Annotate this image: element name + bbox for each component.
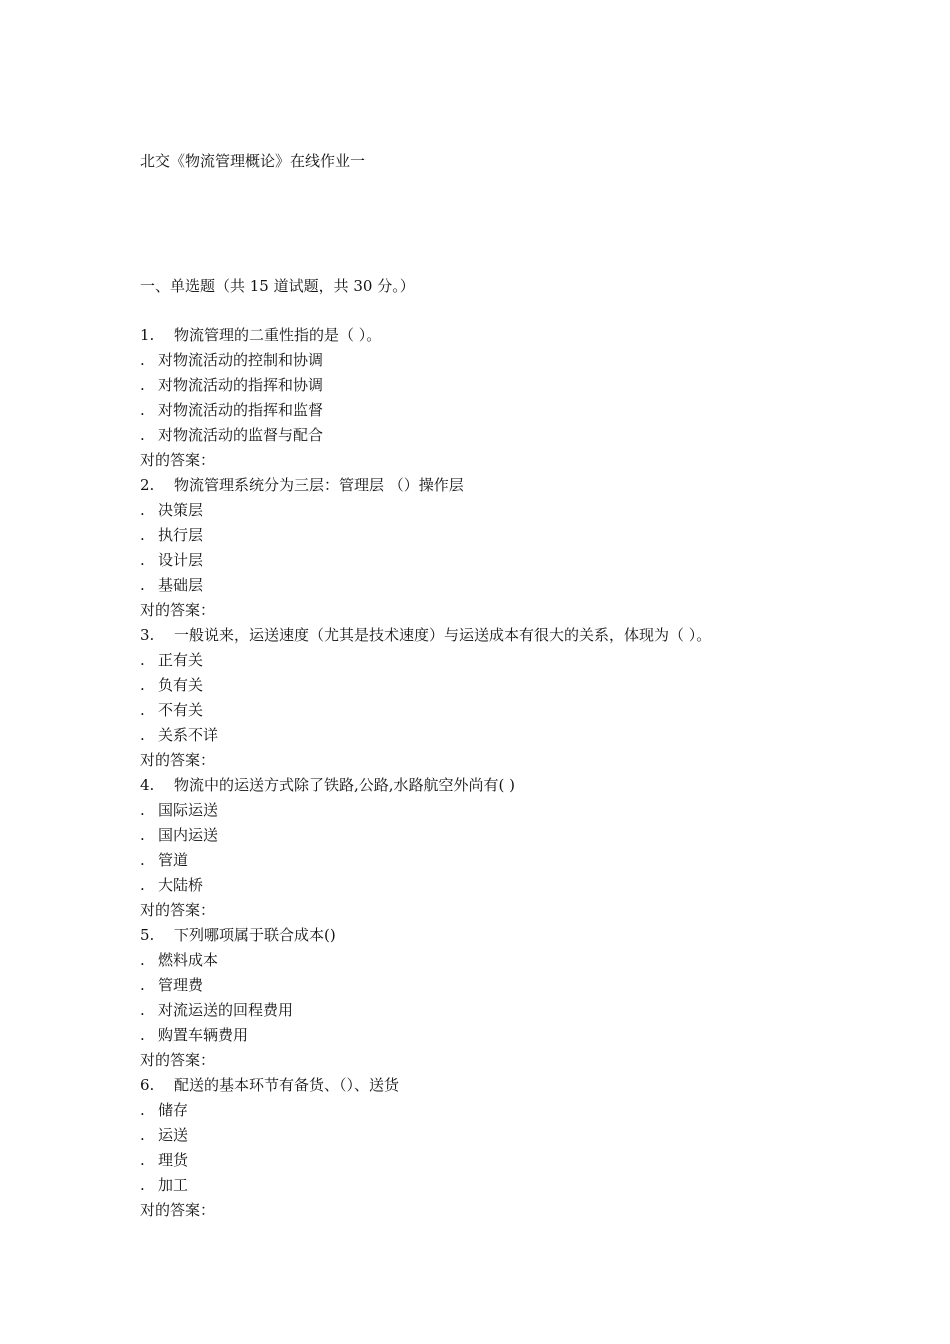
- option-marker: .: [140, 401, 145, 419]
- option-text: 正有关: [158, 651, 204, 669]
- option-text: 购置车辆费用: [158, 1026, 249, 1044]
- question-number: 4.: [140, 776, 155, 794]
- option-marker: .: [140, 701, 145, 719]
- question-6: [140, 1073, 900, 1223]
- option-d[interactable]: [140, 873, 900, 898]
- question-number: 6.: [140, 1076, 155, 1094]
- answer-label: 对的答案：: [140, 1051, 216, 1069]
- option-text: 对物流活动的指挥和监督: [158, 401, 324, 419]
- option-a[interactable]: [140, 798, 900, 823]
- question-1: [140, 323, 900, 473]
- question-number: 5.: [140, 926, 155, 944]
- option-b[interactable]: [140, 823, 900, 848]
- option-text: 燃料成本: [158, 951, 219, 969]
- option-marker: .: [140, 726, 145, 744]
- question-number: 2.: [140, 476, 155, 494]
- option-text: 管理费: [158, 976, 204, 994]
- option-c[interactable]: [140, 1148, 900, 1173]
- option-marker: .: [140, 1001, 145, 1019]
- option-marker: .: [140, 351, 145, 369]
- option-text: 对流运送的回程费用: [158, 1001, 294, 1019]
- option-c[interactable]: [140, 548, 900, 573]
- option-text: 大陆桥: [158, 876, 204, 894]
- option-b[interactable]: [140, 523, 900, 548]
- question-number: 3.: [140, 626, 155, 644]
- question-text: 配送的基本环节有备货、（）、送货: [174, 1076, 400, 1094]
- option-marker: .: [140, 1101, 145, 1119]
- option-d[interactable]: [140, 1023, 900, 1048]
- question-stem: [140, 323, 900, 348]
- question-stem: [140, 773, 900, 798]
- option-c[interactable]: [140, 698, 900, 723]
- option-b[interactable]: [140, 373, 900, 398]
- option-marker: .: [140, 426, 145, 444]
- option-text: 基础层: [158, 576, 204, 594]
- option-b[interactable]: [140, 973, 900, 998]
- option-text: 负有关: [158, 676, 204, 694]
- option-d[interactable]: [140, 1173, 900, 1198]
- page-title: 北交《物流管理概论》在线作业一: [140, 152, 366, 170]
- question-text: 物流中的运送方式除了铁路,公路,水路航空外尚有( ): [174, 776, 516, 794]
- option-marker: .: [140, 676, 145, 694]
- option-text: 对物流活动的控制和协调: [158, 351, 324, 369]
- question-stem: [140, 923, 900, 948]
- option-text: 设计层: [158, 551, 204, 569]
- option-text: 国内运送: [158, 826, 219, 844]
- option-text: 国际运送: [158, 801, 219, 819]
- question-5: [140, 923, 900, 1073]
- answer-label: 对的答案：: [140, 601, 216, 619]
- option-text: 不有关: [158, 701, 204, 719]
- question-number: 1.: [140, 326, 155, 344]
- question-text: 物流管理的二重性指的是（ ）。: [174, 326, 382, 344]
- option-marker: .: [140, 1026, 145, 1044]
- option-marker: .: [140, 1151, 145, 1169]
- option-marker: .: [140, 801, 145, 819]
- option-a[interactable]: [140, 348, 900, 373]
- option-marker: .: [140, 651, 145, 669]
- option-marker: .: [140, 951, 145, 969]
- option-text: 加工: [158, 1176, 189, 1194]
- question-text: 一般说来，运送速度（尤其是技术速度）与运送成本有很大的关系，体现为（ ）。: [174, 626, 712, 644]
- option-text: 管道: [158, 851, 189, 869]
- question-2: [140, 473, 900, 623]
- question-list: [140, 323, 900, 1223]
- option-text: 决策层: [158, 501, 204, 519]
- option-marker: .: [140, 876, 145, 894]
- option-a[interactable]: [140, 498, 900, 523]
- question-text: 物流管理系统分为三层：管理层 （）操作层: [174, 476, 464, 494]
- option-marker: .: [140, 851, 145, 869]
- option-b[interactable]: [140, 1123, 900, 1148]
- option-d[interactable]: [140, 573, 900, 598]
- option-a[interactable]: [140, 1098, 900, 1123]
- option-a[interactable]: [140, 648, 900, 673]
- question-stem: [140, 473, 900, 498]
- option-marker: .: [140, 376, 145, 394]
- option-c[interactable]: [140, 998, 900, 1023]
- option-marker: .: [140, 576, 145, 594]
- option-marker: .: [140, 826, 145, 844]
- answer-label: 对的答案：: [140, 901, 216, 919]
- option-text: 对物流活动的监督与配合: [158, 426, 324, 444]
- question-4: [140, 773, 900, 923]
- question-text: 下列哪项属于联合成本(): [174, 926, 336, 944]
- option-a[interactable]: [140, 948, 900, 973]
- option-marker: .: [140, 501, 145, 519]
- option-c[interactable]: [140, 848, 900, 873]
- option-d[interactable]: [140, 423, 900, 448]
- option-b[interactable]: [140, 673, 900, 698]
- section-heading: 一、单选题（共 15 道试题，共 30 分。）: [140, 277, 415, 295]
- answer-label: 对的答案：: [140, 1201, 216, 1219]
- answer-label: 对的答案：: [140, 451, 216, 469]
- question-stem: [140, 1073, 900, 1098]
- question-3: [140, 623, 900, 773]
- option-text: 对物流活动的指挥和协调: [158, 376, 324, 394]
- option-text: 关系不详: [158, 726, 219, 744]
- option-c[interactable]: [140, 398, 900, 423]
- option-marker: .: [140, 526, 145, 544]
- answer-label: 对的答案：: [140, 751, 216, 769]
- option-marker: .: [140, 976, 145, 994]
- option-marker: .: [140, 551, 145, 569]
- option-text: 执行层: [158, 526, 204, 544]
- option-marker: .: [140, 1176, 145, 1194]
- option-marker: .: [140, 1126, 145, 1144]
- question-stem: [140, 623, 900, 648]
- option-text: 运送: [158, 1126, 189, 1144]
- option-text: 储存: [158, 1101, 189, 1119]
- option-d[interactable]: [140, 723, 900, 748]
- option-text: 理货: [158, 1151, 189, 1169]
